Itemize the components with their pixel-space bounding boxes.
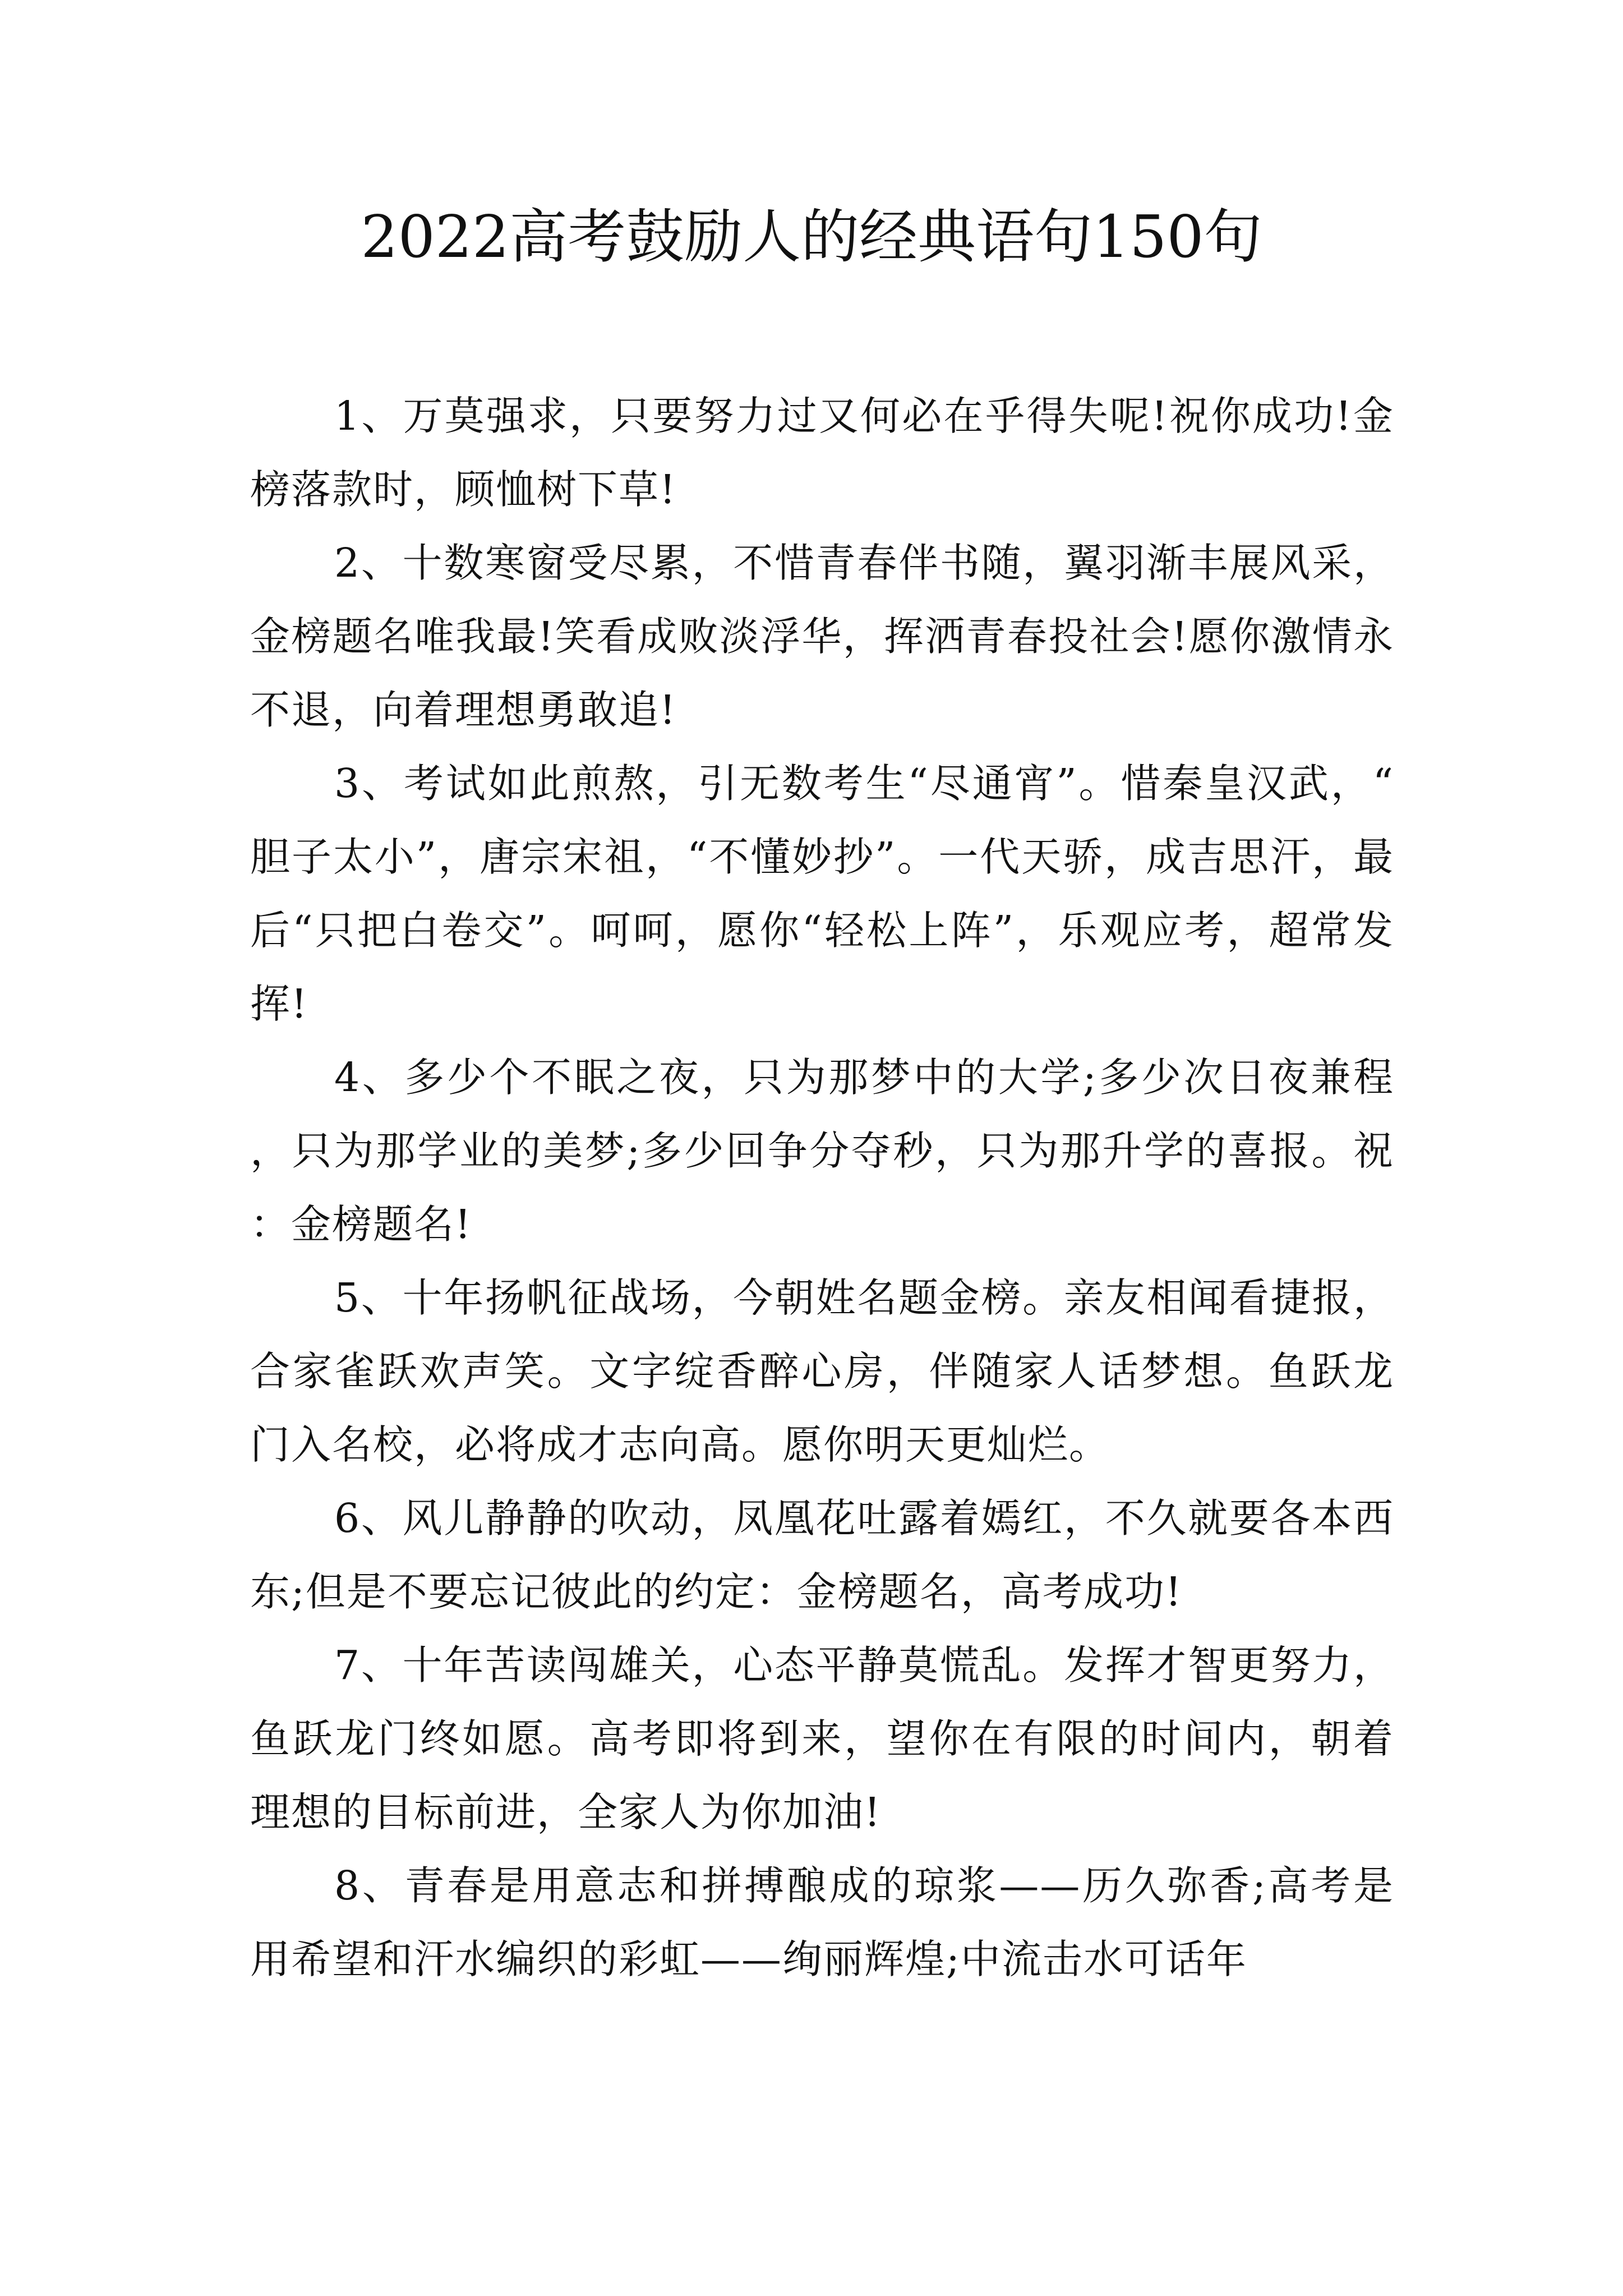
paragraph-1: 1、万莫强求，只要努力过又何必在乎得失呢!祝你成功!金榜落款时，顾恤树下草! [250,393,1394,513]
paragraph-2: 2、十数寒窗受尽累，不惜青春伴书随，翼羽渐丰展风采，金榜题名唯我最!笑看成败淡浮华，挥洒青春投社会!愿你激情永不退，向着理想勇敢追! [250,540,1394,733]
paragraph-4: 4、多少个不眠之夜，只为那梦中的大学;多少次日夜兼程，只为那学业的美梦;多少回争分夺秒，只为那升学的喜报。祝：金榜题名! [250,1054,1394,1248]
paragraph-8: 8、青春是用意志和拼搏酿成的琼浆——历久弥香;高考是用希望和汗水编织的彩虹——绚丽辉煌;中流击水可话年 [250,1862,1394,1982]
paragraph-3: 3、考试如此煎熬，引无数考生“尽通宵”。惜秦皇汉武，“胆子太小”，唐宗宋祖，“不懂妙抄”。一代天骄，成吉思汗，最后“只把白卷交”。呵呵，愿你“轻松上阵”，乐观应考，超常发挥! [250,760,1394,1027]
paragraph-5: 5、十年扬帆征战场，今朝姓名题金榜。亲友相闻看捷报，合家雀跃欢声笑。文字绽香醉心房，伴随家人话梦想。鱼跃龙门入名校，必将成才志向高。愿你明天更灿烂。 [250,1274,1394,1468]
document-body [250,379,1394,1996]
paragraph-7: 7、十年苦读闯雄关，心态平静莫慌乱。发挥才智更努力，鱼跃龙门终如愿。高考即将到来，望你在有限的时间内，朝着理想的目标前进，全家人为你加油! [250,1642,1394,1835]
paragraph-6: 6、风儿静静的吹动，凤凰花吐露着嫣红，不久就要各本西东;但是不要忘记彼此的约定：金榜题名，高考成功! [250,1495,1394,1615]
document-title: 2022高考鼓励人的经典语句150句 [361,203,1262,271]
